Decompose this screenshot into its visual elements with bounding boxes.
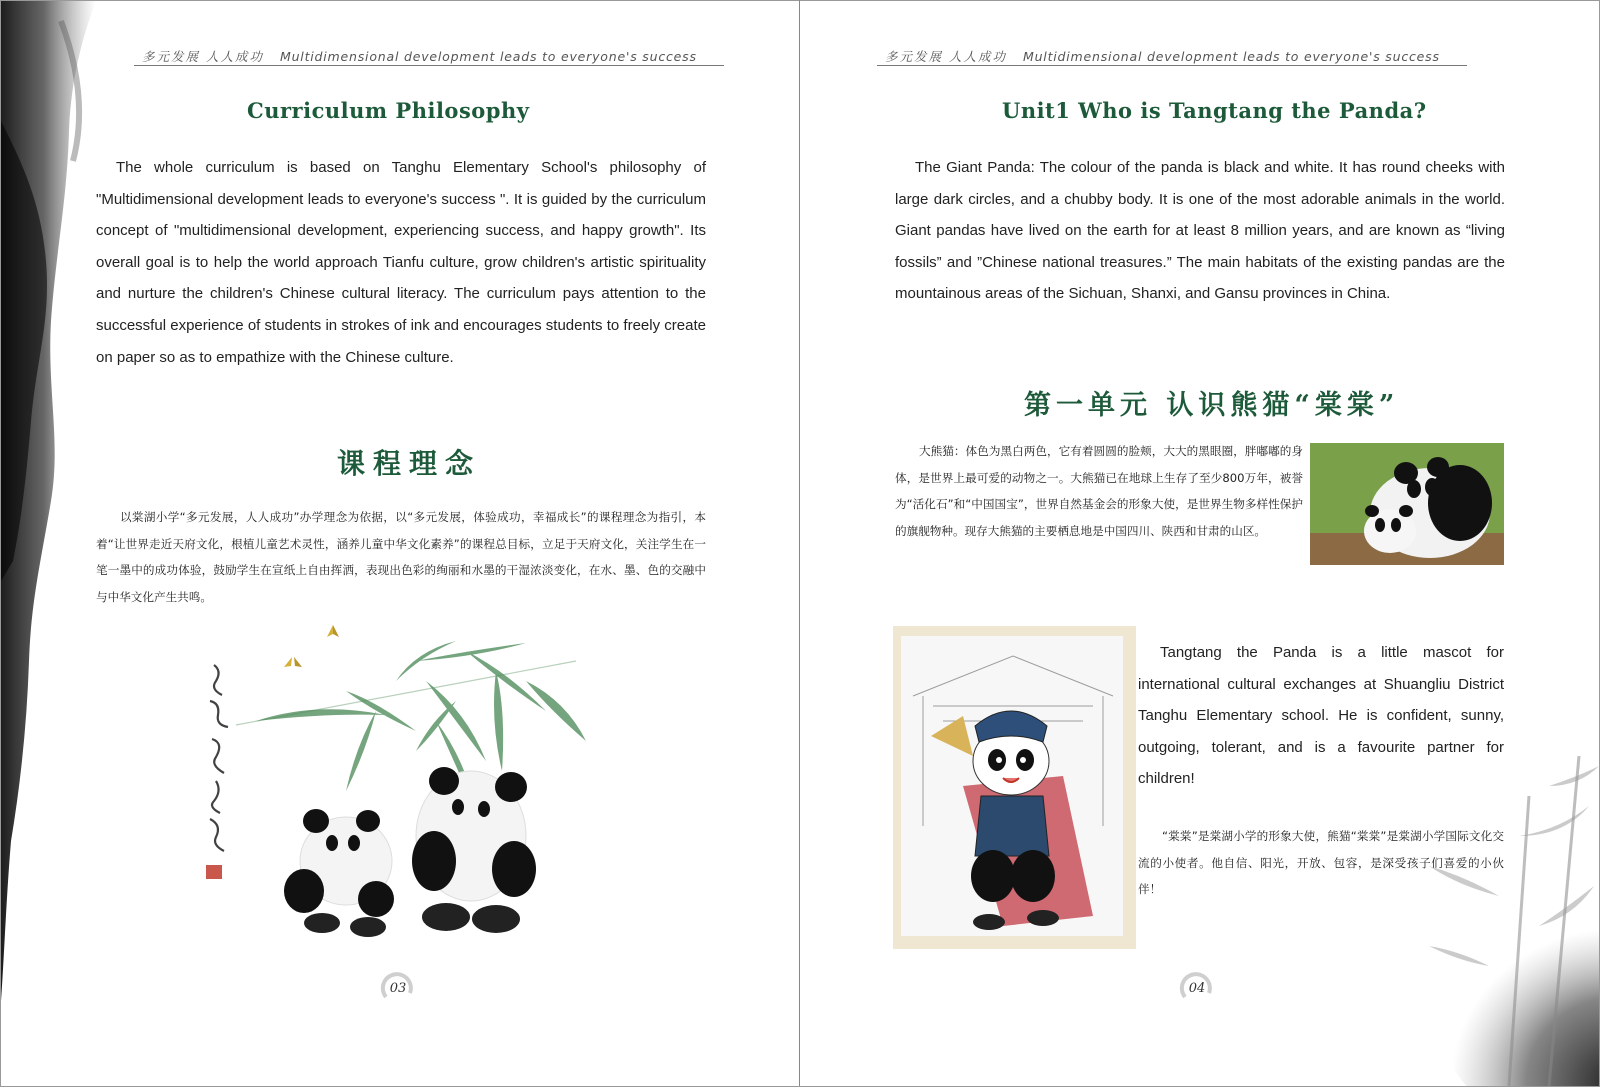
artist-seal-icon [206, 865, 222, 879]
panda-pair-icon [284, 767, 536, 937]
unit1-title-cn: 第一单元 认识熊猫“棠棠” [1024, 390, 1400, 421]
panda-bamboo-ink-painting [196, 621, 616, 951]
running-head-en-right: Multidimensional development leads to everyone's success [1022, 49, 1440, 64]
giant-panda-photo [1310, 443, 1504, 565]
running-head-en: Multidimensional development leads to everyone's success [279, 49, 697, 64]
curriculum-paragraph-cn: 以棠湖小学“多元发展，人人成功”办学理念为依据，以“多元发展，体验成功，幸福成长”的课程理念为指引，本着“让世界走近天府文化，根植儿童艺术灵性，涵养儿童中华文化素养”的课程总目标，立足于天府文化，关注学生在一笔一墨中的成功体验，鼓励学生在宣纸上自由挥洒，表现出色彩的绚丽和水墨的干湿浓淡变化，在水、墨、色的交融中与中华文化产生共鸣。 [96, 510, 706, 604]
giant-panda-paragraph-en: The Giant Panda: The colour of the panda is black and white. It has round cheeks with large dark circles, and a chubby body. It is one of the most adorable animals in the world. Giant pandas have lived on the earth for at least 8 million years, and are known as “living fossils” and ”Chinese national treasures.” The main habitats of the existing pandas are the mountainous areas of the Sichuan, Shanxi, and Gansu provinces in China. [895, 159, 1505, 303]
running-head-left [134, 47, 724, 66]
mascot-paragraph-cn: “棠棠”是棠湖小学的形象大使，熊猫“棠棠”是棠湖小学国际文化交流的小使者。他自信、阳光，开放、包容，是深受孩子们喜爱的小伙伴！ [1138, 829, 1504, 896]
curriculum-paragraph-en: The whole curriculum is based on Tanghu Elementary School's philosophy of "Multidimensional development leads to everyone's success ". It is guided by the curriculum concept of "multidimensional development, experiencing success, and happy growth". Its overall goal is to help the world approach Tianfu culture, grow children's artistic spirituality and nurture the children's Chinese cultural literacy. The curriculum pays attention to the successful experience of students in strokes of ink and encourages students to freely create on paper so as to empathize with the Chinese culture. [96, 159, 706, 366]
ink-wash-border-left [1, 1, 111, 1087]
mascot-paragraph-en: Tangtang the Panda is a little mascot for international cultural exchanges at Shuangliu District Tanghu Elementary school. He is confident, sunny, outgoing, tolerant, and is a favourite partner for children! [1138, 644, 1504, 788]
giant-panda-paragraph-cn: 大熊猫：体色为黑白两色，它有着圆圆的脸颊，大大的黑眼圈，胖嘟嘟的身体，是世界上最可爱的动物之一。大熊猫已在地球上生存了至少800万年，被誉为“活化石”和“中国国宝”，世界自然基金会的形象大使，是世界生物多样性保护的旗舰物种。现存大熊猫的主要栖息地是中国四川、陕西和甘肃的山区。 [895, 444, 1303, 538]
curriculum-title-cn: 课程理念 [337, 447, 482, 480]
unit1-title: Unit1 Who is Tangtang the Panda? [1002, 98, 1427, 123]
ink-bamboo-corner-right [1399, 756, 1599, 1086]
tangtang-mascot-drawing [893, 626, 1136, 949]
page-number-right: 04 [1177, 969, 1217, 1009]
running-head-right [877, 47, 1467, 66]
running-head-cn: 多元发展 人人成功 [142, 49, 264, 64]
running-head-cn-right: 多元发展 人人成功 [885, 49, 1007, 64]
butterfly-icon [284, 625, 339, 667]
page-number-left: 03 [378, 969, 418, 1009]
right-page [800, 0, 1600, 1087]
curriculum-philosophy-title: Curriculum Philosophy [247, 98, 530, 123]
